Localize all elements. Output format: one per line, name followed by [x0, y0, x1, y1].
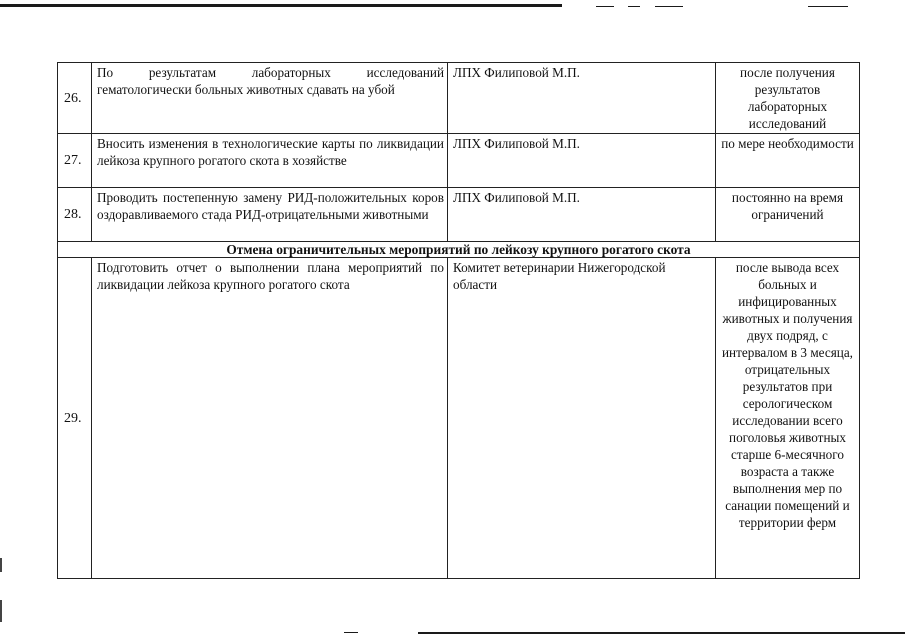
action-cell: Проводить постепенную замену РИД-положительных коров оздоравливаемого стада РИД-отрицательными животными	[92, 188, 448, 242]
table-row	[58, 258, 860, 579]
top-scan-line	[0, 4, 562, 7]
top-scan-dash	[655, 6, 683, 7]
action-cell: Вносить изменения в технологические карты по ликвидации лейкоза крупного рогатого скота в хозяйстве	[92, 134, 448, 188]
table-row	[58, 134, 860, 188]
row-number: 28.	[58, 188, 92, 242]
term-cell: по мере необходимости	[716, 134, 860, 188]
table-row	[58, 63, 860, 134]
left-scan-mark	[0, 558, 2, 572]
term-cell: после получения результатов лабораторных исследований	[716, 63, 860, 134]
responsible-cell: ЛПХ Филиповой М.П.	[448, 134, 716, 188]
row-number: 26.	[58, 63, 92, 134]
action-cell: По результатам лабораторных исследований гематологически больных животных сдавать на убой	[92, 63, 448, 134]
responsible-cell: ЛПХ Филиповой М.П.	[448, 188, 716, 242]
measures-table	[57, 62, 860, 579]
bottom-scan-line	[418, 632, 905, 634]
term-cell: постоянно на время ограничений	[716, 188, 860, 242]
table-row	[58, 188, 860, 242]
term-cell: после вывода всех больных и инфицированных животных и получения двух подряд, с интервалом в 3 месяца, отрицательных результатов при серологическом исследовании всего поголовья животных старше 6-месячного возраста а также выполнения мер по санации помещений и территории ферм	[716, 258, 860, 579]
bottom-scan-dash	[344, 632, 358, 633]
top-scan-dash	[628, 6, 640, 7]
left-scan-mark	[0, 600, 2, 622]
responsible-cell: Комитет ветеринарии Нижегородской области	[448, 258, 716, 579]
top-scan-dash	[596, 6, 614, 7]
section-row	[58, 242, 860, 258]
responsible-cell: ЛПХ Филиповой М.П.	[448, 63, 716, 134]
row-number: 27.	[58, 134, 92, 188]
row-number: 29.	[58, 258, 92, 579]
section-title: Отмена ограничительных мероприятий по лейкозу крупного рогатого скота	[58, 242, 860, 258]
top-scan-dash	[808, 6, 848, 7]
action-cell: Подготовить отчет о выполнении плана мероприятий по ликвидации лейкоза крупного рогатого скота	[92, 258, 448, 579]
